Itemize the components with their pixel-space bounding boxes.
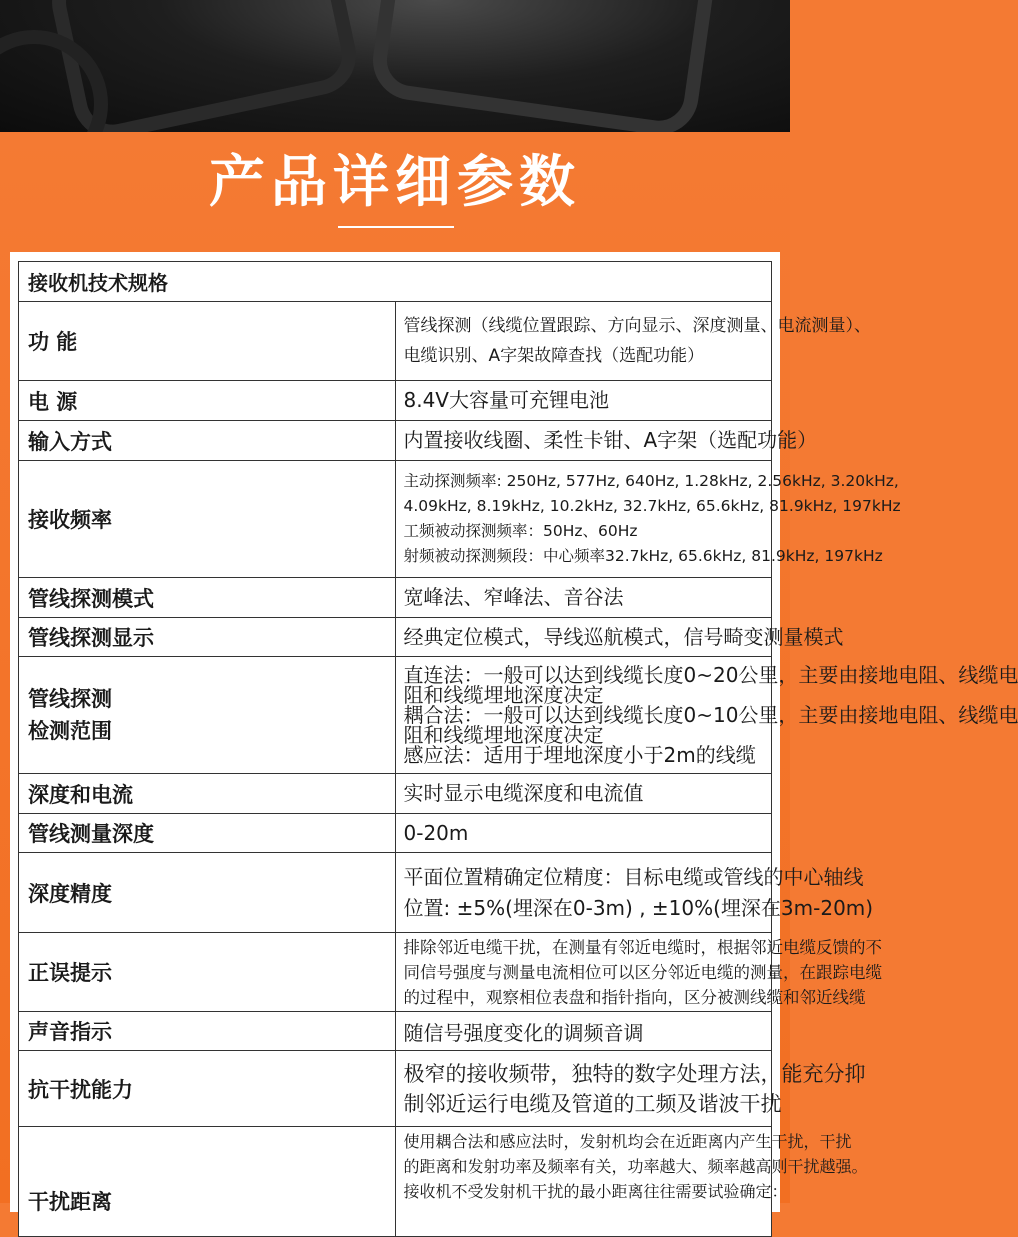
row-value [395, 814, 772, 853]
value-line: 平面位置精确定位精度：目标电缆或管线的中心轴线 [403, 864, 864, 889]
row-key: 深度和电流 [19, 774, 396, 814]
table-header: 接收机技术规格 [19, 262, 772, 302]
value-line: 极窄的接收频带，独特的数字处理方法，能充分抑 [403, 1061, 866, 1086]
value-line: 宽峰法、窄峰法、音谷法 [403, 585, 624, 609]
table-row [19, 1127, 772, 1237]
value-line: 阻和线缆埋地深度决定 [403, 723, 604, 747]
row-key: 声音指示 [19, 1012, 396, 1051]
table-row [19, 461, 772, 578]
value-line: 同信号强度与测量电流相位可以区分邻近电缆的测量，在跟踪电缆 [403, 962, 882, 982]
value-line: 感应法：适用于埋地深度小于2m的线缆 [403, 743, 756, 767]
row-value [395, 774, 772, 814]
row-key: 管线探测模式 [19, 578, 396, 618]
table-row [19, 933, 772, 1012]
table-row [19, 1051, 772, 1127]
value-line: 随信号强度变化的调频音调 [403, 1020, 644, 1045]
row-value [395, 1012, 772, 1051]
row-value [395, 853, 874, 933]
value-line: 的距离和发射功率及频率有关，功率越大、频率越高则干扰越强。 [403, 1157, 868, 1176]
table-row [19, 853, 772, 933]
key-line: 检测范围 [28, 719, 112, 743]
value-line: 耦合法：一般可以达到线缆长度0~10公里，主要由接地电阻、线缆电 [403, 703, 1018, 727]
value-line: 阻和线缆埋地深度决定 [403, 683, 604, 707]
value-line: 工频被动探测频率：50Hz、60Hz [403, 522, 638, 540]
value-line: 制邻近运行电缆及管道的工频及谐波干扰 [403, 1091, 782, 1116]
table-row [19, 657, 772, 774]
row-key: 接收频率 [19, 461, 396, 578]
row-key: 电 源 [19, 381, 396, 421]
value-line: 0-20m [403, 820, 469, 845]
row-value [395, 461, 901, 578]
table-row [19, 421, 772, 461]
value-line: 射频被动探测频段：中心频率32.7kHz, 65.6kHz, 81.9kHz, 197kHz [403, 547, 883, 565]
row-key [19, 657, 396, 774]
row-value [395, 1127, 868, 1237]
value-line: 使用耦合法和感应法时，发射机均会在近距离内产生干扰，干扰 [403, 1132, 852, 1151]
row-value [395, 618, 844, 657]
table-row [19, 1012, 772, 1051]
hero-photo [0, 0, 790, 132]
value-line: 电缆识别、A字架故障查找（选配功能） [403, 346, 705, 366]
title-underline [338, 226, 454, 228]
value-line: 主动探测频率: 250Hz, 577Hz, 640Hz, 1.28kHz, 2.56kHz, 3.20kHz, [403, 472, 899, 490]
page-title: 产品详细参数 [209, 150, 581, 215]
table-row [19, 302, 772, 381]
value-line: 经典定位模式，导线巡航模式，信号畸变测量模式 [403, 624, 844, 649]
product-shadow-shape [368, 0, 720, 140]
table-row [19, 578, 772, 618]
table-row [19, 618, 772, 657]
row-key: 深度精度 [19, 853, 396, 933]
row-key: 管线探测显示 [19, 618, 396, 657]
table-row [19, 814, 772, 853]
row-value [395, 933, 882, 1012]
table-header-row [19, 262, 772, 302]
value-line: 内置接收线圈、柔性卡钳、A字架（选配功能） [403, 428, 818, 452]
value-line: 排除邻近电缆干扰，在测量有邻近电缆时，根据邻近电缆反馈的不 [403, 937, 882, 957]
value-line: 直连法：一般可以达到线缆长度0~20公里，主要由接地电阻、线缆电 [403, 663, 1018, 687]
key-line: 管线探测 [28, 687, 112, 711]
row-value [395, 1051, 866, 1127]
row-key: 抗干扰能力 [19, 1051, 396, 1127]
value-line: 8.4V大容量可充锂电池 [403, 388, 609, 412]
row-key: 输入方式 [19, 421, 396, 461]
row-key: 正误提示 [19, 933, 396, 1012]
row-value [395, 578, 772, 618]
row-value [395, 302, 871, 381]
row-value [395, 381, 772, 421]
row-value [395, 657, 1018, 774]
row-key: 管线测量深度 [19, 814, 396, 853]
table-row [19, 381, 772, 421]
value-line: 管线探测（线缆位置跟踪、方向显示、深度测量、电流测量）、 [403, 316, 871, 336]
row-key: 功 能 [19, 302, 396, 381]
spec-table [18, 261, 1018, 1237]
row-key: 干扰距离 [19, 1127, 396, 1237]
value-line: 4.09kHz, 8.19kHz, 10.2kHz, 32.7kHz, 65.6kHz, 81.9kHz, 197kHz [403, 497, 901, 515]
value-line: 的过程中，观察相位表盘和指针指向，区分被测线缆和邻近线缆 [403, 987, 866, 1007]
value-line: 接收机不受发射机干扰的最小距离往往需要试验确定： [403, 1182, 788, 1201]
table-row [19, 774, 772, 814]
row-value [395, 421, 818, 461]
value-line: 位置: ±5%(埋深在0-3m) , ±10%(埋深在3m-20m) [403, 895, 874, 920]
value-line: 实时显示电缆深度和电流值 [403, 781, 644, 805]
